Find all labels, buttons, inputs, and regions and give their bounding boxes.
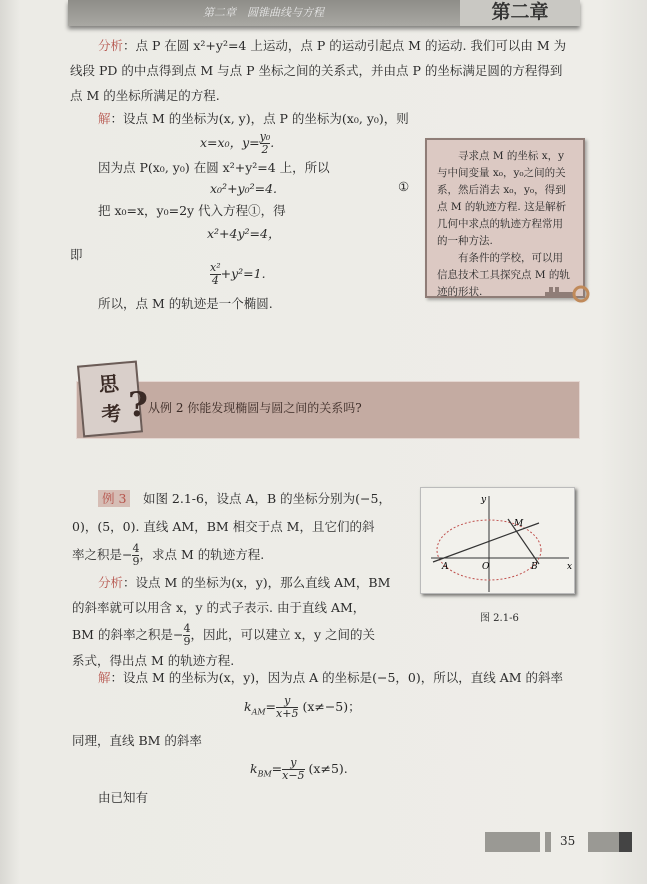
footer-bar — [545, 832, 551, 852]
label-b: B — [531, 562, 538, 572]
analysis3-line-3 — [72, 622, 375, 648]
eq-condition: (x≠5). — [308, 761, 348, 776]
ji-label: 即 — [70, 247, 83, 262]
example-label: 例 3 — [98, 490, 130, 507]
solution-conclusion: 所以，点 M 的轨迹是一个椭圆. — [98, 296, 273, 311]
example-text: ，求点 M 的轨迹方程. — [139, 547, 265, 562]
denominator: 9 — [183, 635, 191, 648]
line-bm — [508, 519, 539, 564]
solution3-known: 由已知有 — [98, 790, 149, 805]
think-question: 从例 2 你能发现椭圆与圆之间的关系吗? — [148, 401, 362, 415]
analysis-label: 分析 — [98, 575, 124, 590]
solution-label: 解 — [98, 670, 111, 685]
fraction — [260, 131, 271, 156]
numerator: 4 — [183, 622, 191, 635]
numerator: y — [276, 695, 298, 708]
equation-1 — [200, 131, 274, 156]
example-line-3 — [72, 542, 264, 568]
denominator: 4 — [211, 274, 219, 287]
figure-caption: 图 2.1-6 — [480, 613, 519, 624]
eq-condition: (x≠−5)； — [302, 699, 361, 714]
question-mark-icon: ? — [128, 385, 148, 425]
solution-line-2: 因为点 P(x₀, y₀) 在圆 x²+y²=4 上，所以 — [98, 160, 330, 175]
analysis3-line-1 — [98, 570, 390, 595]
example-line-1 — [98, 486, 391, 511]
side-note — [425, 138, 585, 298]
footer-bar — [532, 832, 540, 852]
equation-kbm: $k_{BM}=$ $\frac{y}{x-5}$ (x≠5). — [250, 756, 348, 782]
denominator: x−5 — [282, 769, 305, 782]
analysis-line-1 — [98, 33, 566, 58]
analysis-line-3: 点 M 的坐标所满足的方程. — [70, 88, 220, 103]
eq-text: k — [244, 699, 252, 714]
equation-2: x₀²+y₀²=4. — [210, 181, 278, 196]
analysis3-line-2: 的斜率就可以用含 x，y 的式子表示. 由于直线 AM， — [72, 600, 366, 615]
label-m: M — [514, 519, 524, 529]
denominator: 9 — [132, 555, 140, 568]
label-x: x — [567, 562, 573, 572]
key-icon — [545, 285, 590, 303]
subscript: BM — [257, 769, 272, 779]
eq-text: . — [270, 135, 275, 150]
analysis-line-2: 线段 PD 的中点得到点 M 与点 P 坐标之间的关系式，并由点 P 的坐标满足圆的方程得到 — [70, 63, 563, 78]
solution3-intro — [98, 665, 563, 690]
numerator: y₀ — [259, 130, 271, 143]
solution3-same: 同理，直线 BM 的斜率 — [72, 733, 202, 748]
equation-marker: ① — [398, 179, 410, 194]
numerator: y — [282, 757, 304, 770]
solution-label: 解 — [98, 111, 111, 126]
footer-bar — [485, 832, 537, 852]
page-number: 35 — [560, 834, 576, 848]
think-char: 思 — [97, 371, 120, 397]
analysis-text: ：设点 M 的坐标为(x，y)，那么直线 AM，BM — [123, 575, 391, 590]
equation-3: x²+4y²=4， — [207, 226, 281, 241]
equation-kam: $k_{AM}=$ $\frac{y}{x+5}$ (x≠−5)； — [244, 694, 361, 720]
analysis-text: BM 的斜率之积是− — [72, 627, 184, 642]
example-line-2: 0)，(5，0). 直线 AM，BM 相交于点 M，且它们的斜 — [72, 519, 375, 534]
eq-text: x=x₀，y= — [200, 135, 260, 150]
fraction — [282, 757, 304, 782]
solution-text: ：设点 M 的坐标为(x，y)，因为点 A 的坐标是(−5，0)，所以，直线 AM 的斜率 — [110, 670, 564, 685]
analysis-text: ：点 P 在圆 x²+y²=4 上运动，点 P 的运动引起点 M 的运动. 我们可以由 M 为 — [123, 38, 567, 53]
think-char: 考 — [100, 401, 123, 427]
analysis-label: 分析 — [98, 38, 124, 53]
eq-text: k — [250, 761, 258, 776]
note-paragraph-1: 寻求点 M 的坐标 x，y 与中间变量 x₀，y₀之间的关系，然后消去 x₀，y₀，得到点 M 的轨迹方程. 这是解析几何中求点的轨迹方程常用的一种方法. — [437, 150, 567, 247]
example-text: 率之积是− — [72, 547, 133, 562]
solution-intro — [98, 106, 409, 131]
equation-4 — [210, 262, 266, 287]
label-y: y — [481, 495, 487, 505]
subscript: AM — [251, 707, 266, 717]
label-a: A — [442, 562, 449, 572]
chapter-header — [68, 0, 580, 26]
denominator: 2 — [261, 143, 269, 156]
fraction — [276, 695, 298, 720]
figure-2-1-6 — [420, 487, 575, 594]
chapter-title: 第二章 圆锥曲线与方程 — [203, 6, 324, 19]
eq-text: +y²=1. — [220, 266, 266, 281]
denominator: x+5 — [276, 707, 299, 720]
numerator: 4 — [132, 542, 140, 555]
footer-bar — [588, 832, 632, 852]
chapter-tag: 第二章 — [460, 0, 580, 26]
note-paragraph-2: 有条件的学校，可以用信息技术工具探究点 M 的轨迹的形状. — [437, 252, 570, 298]
analysis-text: ，因此，可以建立 x，y 之间的关 — [190, 627, 375, 642]
fraction — [210, 262, 221, 287]
example-text: 如图 2.1-6，设点 A，B 的坐标分别为(−5， — [142, 491, 391, 506]
solution-text: ：设点 M 的坐标为(x, y)，点 P 的坐标为(x₀, y₀)，则 — [110, 111, 409, 126]
solution-line-3: 把 x₀=x，y₀=2y 代入方程①，得 — [98, 203, 286, 218]
ellipse-diagram — [421, 488, 576, 595]
analysis3-line-4: 系式，得出点 M 的轨迹方程. — [72, 653, 235, 668]
label-o: O — [482, 562, 490, 572]
numerator: x² — [210, 261, 221, 274]
